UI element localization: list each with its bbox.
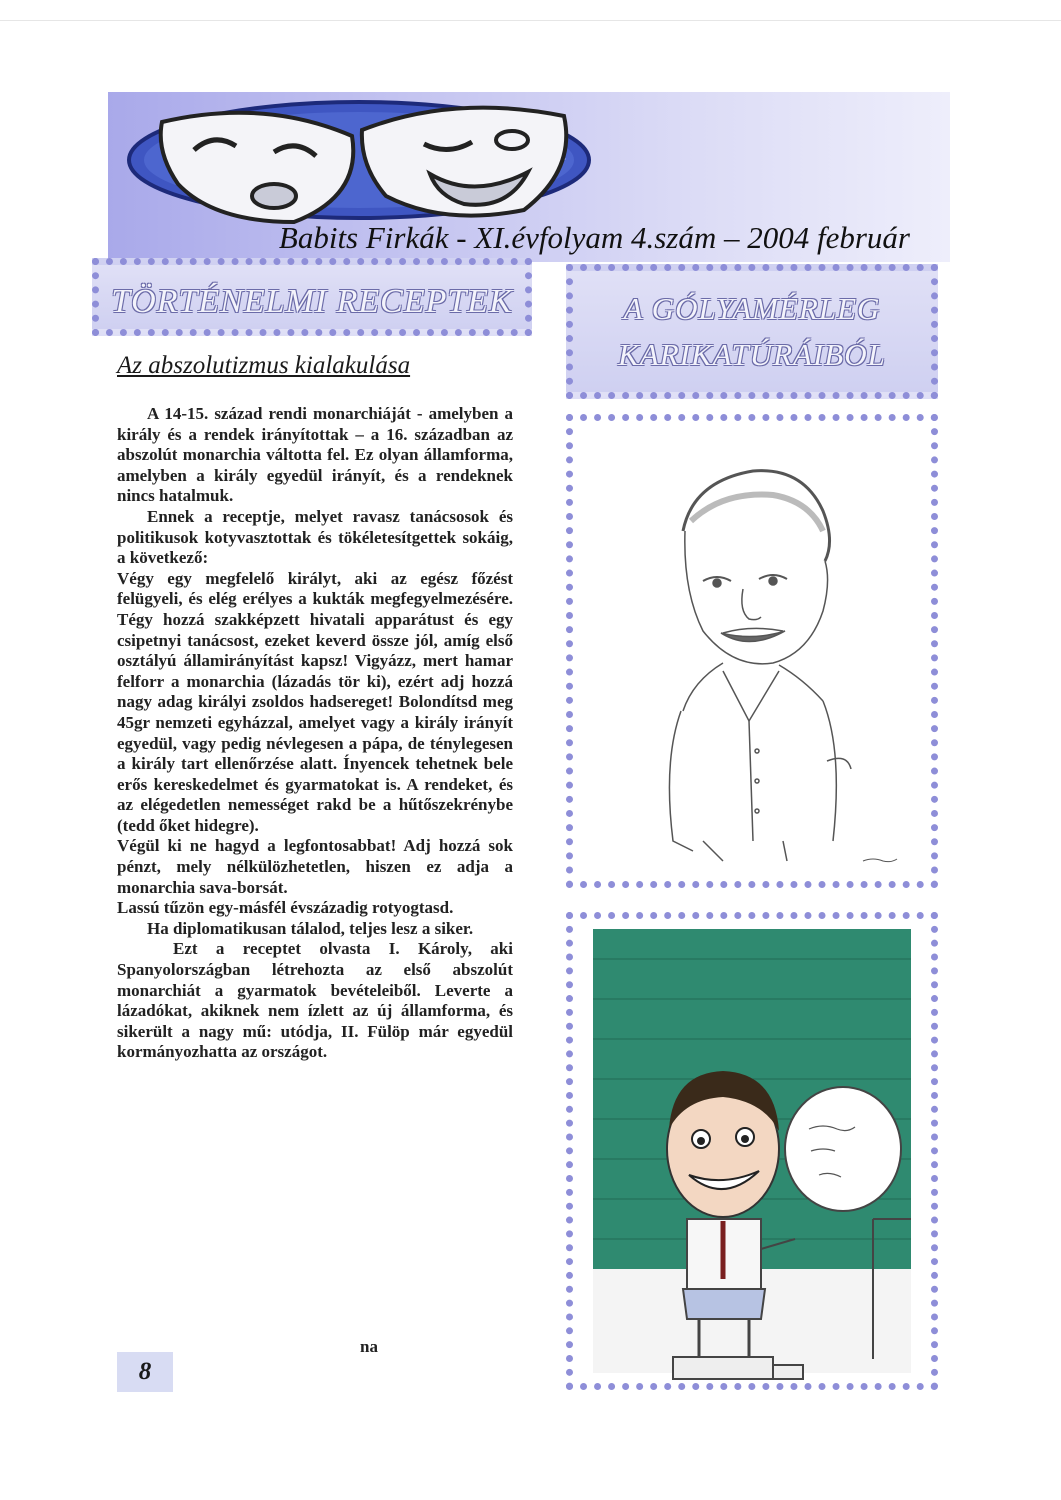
- article-paragraph: Ha diplomatikusan tálalod, teljes lesz a siker.: [147, 918, 474, 938]
- article-paragraph: Ennek a receptje, melyet ravasz tanácsosok és politikusok kotyvasztottak és tökéletesítgettek sokáig, a következő:: [117, 506, 513, 568]
- caricature-frame-1: [566, 414, 938, 888]
- article-title: Az abszolutizmus kialakulása: [117, 352, 411, 379]
- issue-title: Babits Firkák - XI.évfolyam 4.szám – 2004 február: [278, 220, 910, 255]
- caricatures-heading-line-1: A GÓLYAMÉRLEG: [623, 291, 881, 326]
- article-paragraph: A 14-15. század rendi monarchiáját - amelyben a király és a rendek irányítottak – a 16. században az abszolút monarchia váltotta fel. Ez olyan államforma, amelyben a király egyedül irányít, és a rendeknek nincs hatalmuk.: [117, 404, 513, 506]
- blackboard-student-drawing: [573, 919, 931, 1383]
- article-body: [117, 404, 513, 1063]
- article-paragraph: Végül ki ne hagyd a legfontosabbat! Adj hozzá sok pénzt, mely nélkülözhetetlen, hiszen ez adja a monarchia sava-borsát.: [117, 836, 513, 897]
- article-paragraph: Ezt a receptet olvasta I. Károly, aki Spanyolországban létrehozta az első abszolút monarchiát a gyarmatok bevételeiből. Leverte a lázadókat, akiknek nem ízlett az új államforma, és sikerült a nagy mű: utódja, II. Fülöp már egyedül kormányozhatta az országot.: [117, 939, 513, 1062]
- caricatures-heading-box: [566, 264, 938, 399]
- header-banner: [108, 92, 950, 262]
- pencil-portrait-drawing: [573, 421, 931, 881]
- caricature-frame-2: [566, 912, 938, 1390]
- page-number: 8: [117, 1352, 173, 1392]
- top-rule: [0, 20, 1061, 21]
- article-paragraph: Végy egy megfelelő királyt, aki az egész főzést felügyeli, és elég erélyes a kukták megfegyelmezésére. Tégy hozzá szakképzett hivatali apparátust és egy csipetnyi tanácsost, ezeket keverd össze jól, amíg első osztályú államirányítást kapsz! Vigyázz, mert hamar felforr a monarchia (lázadás tör ki), ezért adj hozzá nagy adag királyi zsoldos hadsereget! Bolondítsd meg 45gr nemzeti egyházzal, amelyet vagy a király irányít egyedül, vagy pedig névlegesen a pápa, de ténylegesen a király tart ellenőrzése alatt. Ínyencek tehetnek bele erős kereskedelmet és gyarmatokat is. A rendeket, és az elégedetlen nemességet rakd be a hűtőszekrénybe (tedd őket hidegre).: [117, 568, 513, 835]
- author-signature: na: [360, 1337, 378, 1356]
- comedy-tragedy-masks-icon: [124, 100, 604, 226]
- article-paragraph: Lassú tűzön egy-másfél évszázadig rotyogtasd.: [117, 898, 454, 918]
- caricatures-heading-line-2: KARIKATÚRÁIBÓL: [618, 337, 886, 372]
- section-heading-box: [92, 258, 532, 336]
- section-heading: TÖRTÉNELMI RECEPTEK: [111, 283, 513, 320]
